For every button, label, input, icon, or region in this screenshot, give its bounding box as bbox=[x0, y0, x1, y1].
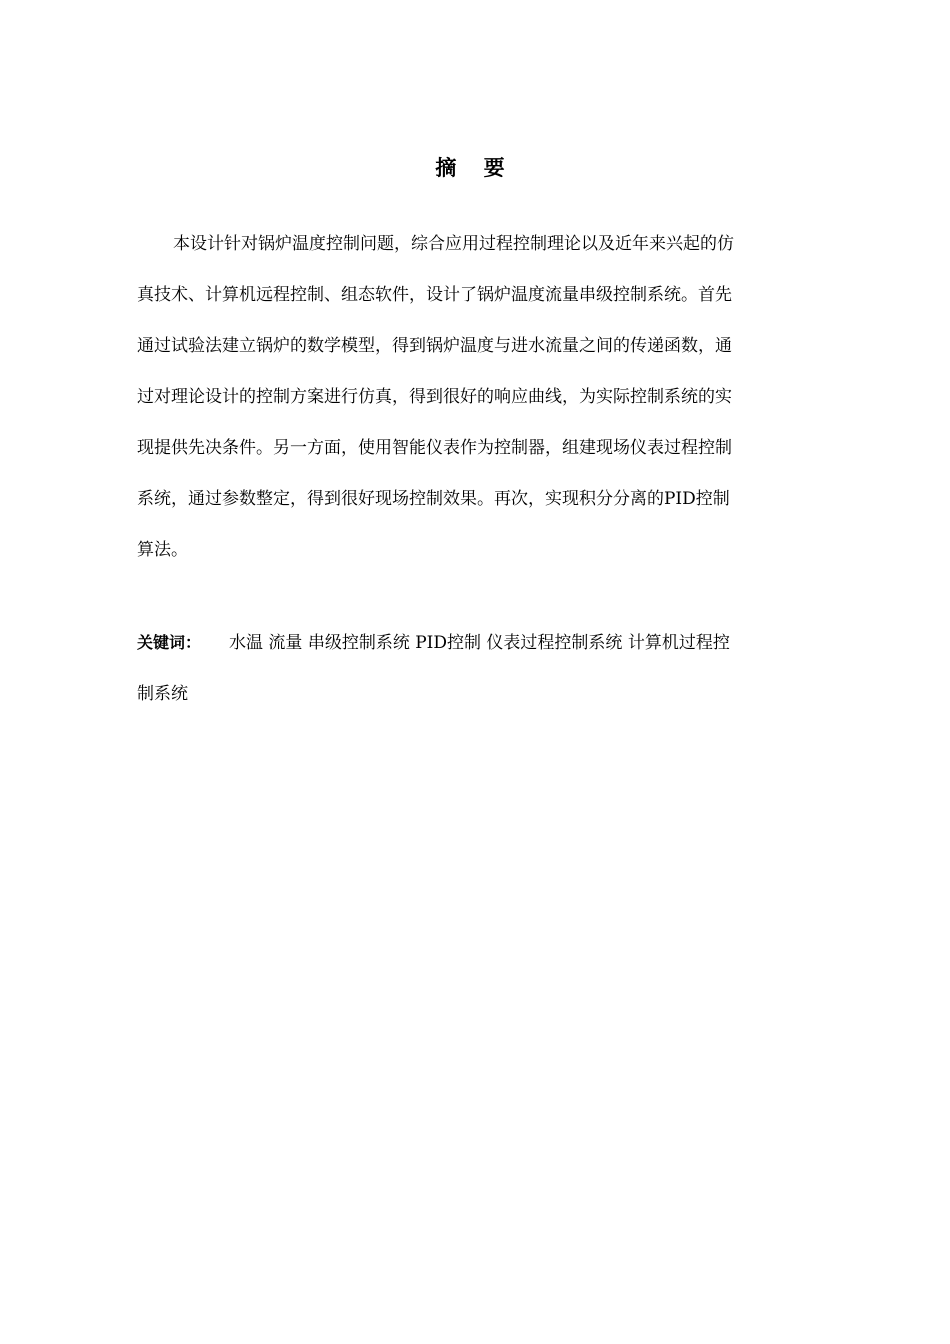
abstract-body bbox=[137, 219, 815, 576]
abstract-line: 通过试验法建立锅炉的数学模型，得到锅炉温度与进水流量之间的传递函数，通 bbox=[137, 336, 732, 356]
abstract-line: 现提供先决条件。另一方面，使用智能仪表作为控制器，组建现场仪表过程控制 bbox=[137, 438, 732, 458]
abstract-line: 算法。 bbox=[137, 540, 188, 560]
keywords-list: 水温 流量 串级控制系统 PID控制 仪表过程控制系统 计算机过程控 bbox=[229, 633, 730, 653]
abstract-line: 过对理论设计的控制方案进行仿真，得到很好的响应曲线，为实际控制系统的实 bbox=[137, 387, 732, 407]
page-title: 摘 要 bbox=[435, 156, 515, 180]
keywords-row-continued: 制系统 bbox=[137, 684, 188, 704]
abstract-line: 真技术、计算机远程控制、组态软件，设计了锅炉温度流量串级控制系统。首先 bbox=[137, 285, 732, 305]
abstract-line: 系统，通过参数整定，得到很好现场控制效果。再次，实现积分分离的PID控制 bbox=[137, 489, 730, 509]
abstract-line: 本设计针对锅炉温度控制问题，综合应用过程控制理论以及近年来兴起的仿 bbox=[173, 234, 734, 254]
keywords-section bbox=[137, 617, 815, 720]
keywords-row bbox=[137, 617, 815, 669]
keywords-label: 关键词： bbox=[137, 633, 202, 652]
